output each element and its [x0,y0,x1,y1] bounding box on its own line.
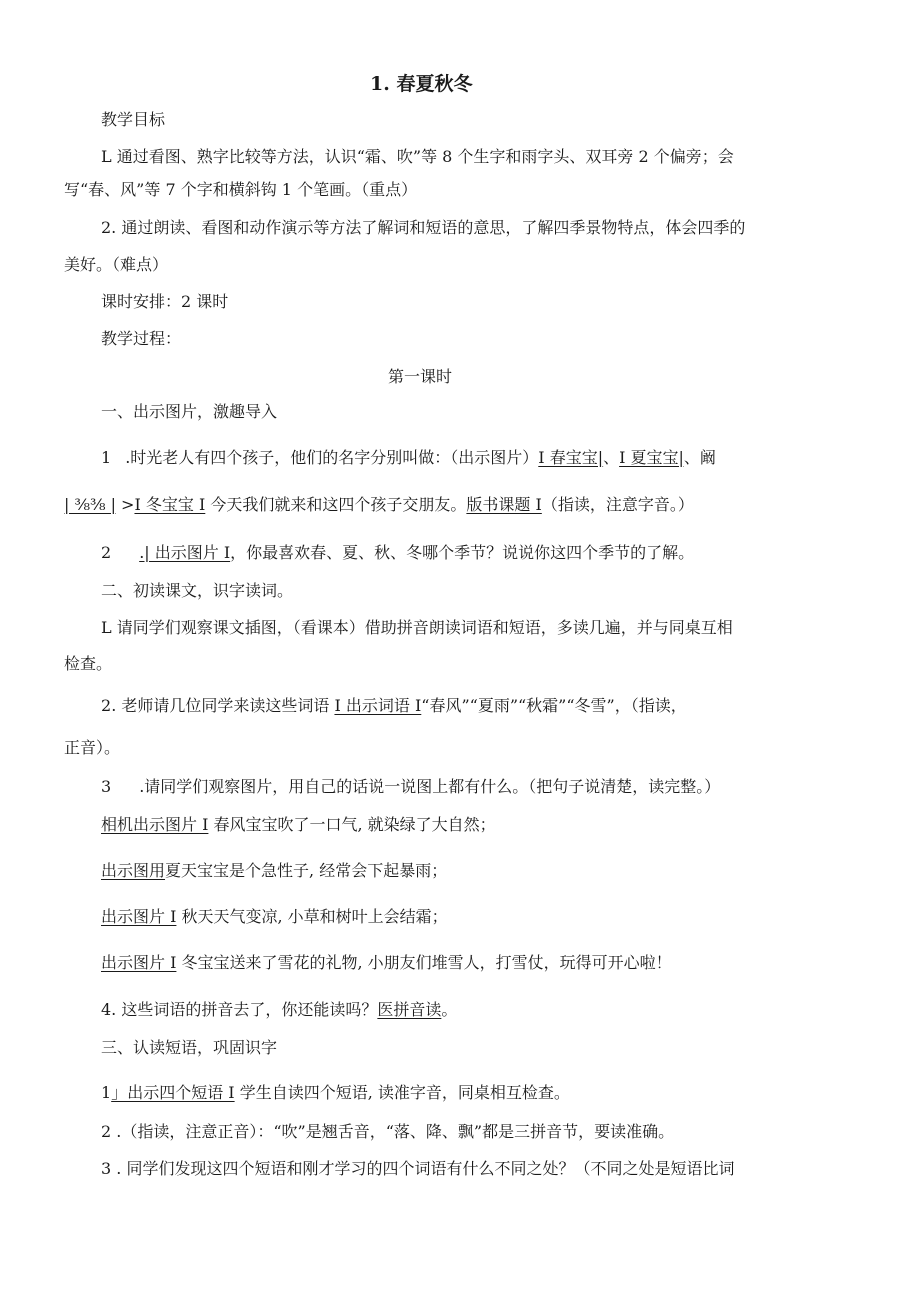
item-text: （指读，注意字音。） [541,495,694,514]
underlined-label: | ⅜⅜ | [64,495,116,514]
item-text: 冬宝宝送来了雪花的礼物, 小朋友们堆雪人，打雪仗，玩得可开心啦！ [176,953,672,972]
underlined-label: .| 出示图片 I [139,543,231,562]
objective-2-line-1: 2. 通过朗读、看图和动作演示等方法了解词和短语的意思，了解四季景物特点，体会四季的 [101,218,746,237]
s2-item-2-line-2: 正音）。 [64,738,121,757]
item-number: 1 [101,1083,112,1102]
s2-item-3 [101,777,720,797]
s3-item-2: 2 .（指读，注意正音）：“吹”是翘舌音，“落、降、飘”都是三拼音节，要读准确。 [101,1122,675,1141]
process-heading: 教学过程： [101,329,182,348]
item-number: 2 [101,696,112,715]
s1-item-1-line-2 [64,495,694,515]
item-text: “春风”“夏雨”“秋霜”“冬雪”，（指读， [421,696,687,715]
underlined-label: I 夏宝宝| [619,448,684,467]
objective-1-line-1: L 通过看图、熟字比较等方法，认识“霜、吹”等 8 个生字和雨字头、双耳旁 2 个偏旁；会 [101,147,734,166]
item-text: 夏天宝宝是个急性子, 经常会下起暴雨； [165,861,448,880]
page-title: 1. 春夏秋冬 [370,73,473,95]
picture-line-2 [101,861,447,881]
picture-line-1 [101,815,496,835]
s3-item-3: 3 . 同学们发现这四个短语和刚才学习的四个词语有什么不同之处？（不同之处是短语比词 [101,1159,735,1178]
item-text: 今天我们就来和这四个孩子交朋友。 [205,495,467,514]
underlined-label: 出示图片 I [101,907,177,926]
s1-item-1 [101,448,716,468]
objectives-heading: 教学目标 [101,110,166,129]
item-text: 春风宝宝吹了一口气, 就染绿了大自然； [208,815,496,834]
underlined-label: I 出示词语 I [334,696,422,715]
item-text: 秋天天气变凉, 小草和树叶上会结霜； [176,907,448,926]
picture-line-4 [101,953,672,973]
picture-line-3 [101,907,448,927]
underlined-label: 相机出示图片 I [101,815,209,834]
item-text: 学生自读四个短语, 读准字音，同桌相互检查。 [234,1083,570,1102]
item-number: 3 [101,777,112,796]
underlined-label: 出示图用 [101,861,166,880]
underlined-label: 出示图片 I [101,953,177,972]
item-text: 。 [441,1000,458,1019]
item-text: ，你最喜欢春、夏、秋、冬哪个季节？说说你这四个季节的了解。 [230,543,695,562]
s2-item-4 [101,1000,457,1020]
schedule-text: 课时安排：2 课时 [101,292,229,311]
item-text: .请同学们观察图片，用自己的话说一说图上都有什么。（把句子说清楚，读完整。） [139,777,721,796]
item-number: 1 [101,448,112,467]
s2-item-1-line-1: L 请同学们观察课文插图，（看课本）借助拼音朗读词语和短语，多读几遍，并与同桌互相 [101,618,733,637]
objective-1-line-2: 写“春、风”等 7 个字和横斜钩 1 个笔画。（重点） [64,180,418,199]
item-text: .时光老人有四个孩子，他们的名字分别叫做：（出示图片） [125,448,539,467]
section-2-heading: 二、初读课文，识字读词。 [101,581,294,600]
item-text: 4. 这些词语的拼音去了，你还能读吗？ [101,1000,378,1019]
s2-item-1-line-2: 检查。 [64,654,113,673]
item-text: . 老师请几位同学来读这些词语 [111,696,335,715]
section-3-heading: 三、认读短语，巩固识字 [101,1038,278,1057]
section-1-heading: 一、出示图片，激趣导入 [101,402,278,421]
underlined-label: 」出示四个短语 I [111,1083,235,1102]
objective-2-line-2: 美好。（难点） [64,255,169,274]
item-text: 、阚 [683,448,716,467]
separator: > [115,495,135,514]
underlined-label: I 春宝宝| [538,448,604,467]
lesson-title: 第一课时 [388,367,453,386]
underlined-label: 医拼音读 [377,1000,442,1019]
underlined-label: 版书课题 I [466,495,542,514]
item-number: 2 [101,543,112,562]
s2-item-2 [101,696,687,716]
separator: 、 [603,448,620,467]
s1-item-2 [101,543,694,563]
underlined-label: I 冬宝宝 I [134,495,206,514]
s3-item-1 [101,1083,570,1103]
